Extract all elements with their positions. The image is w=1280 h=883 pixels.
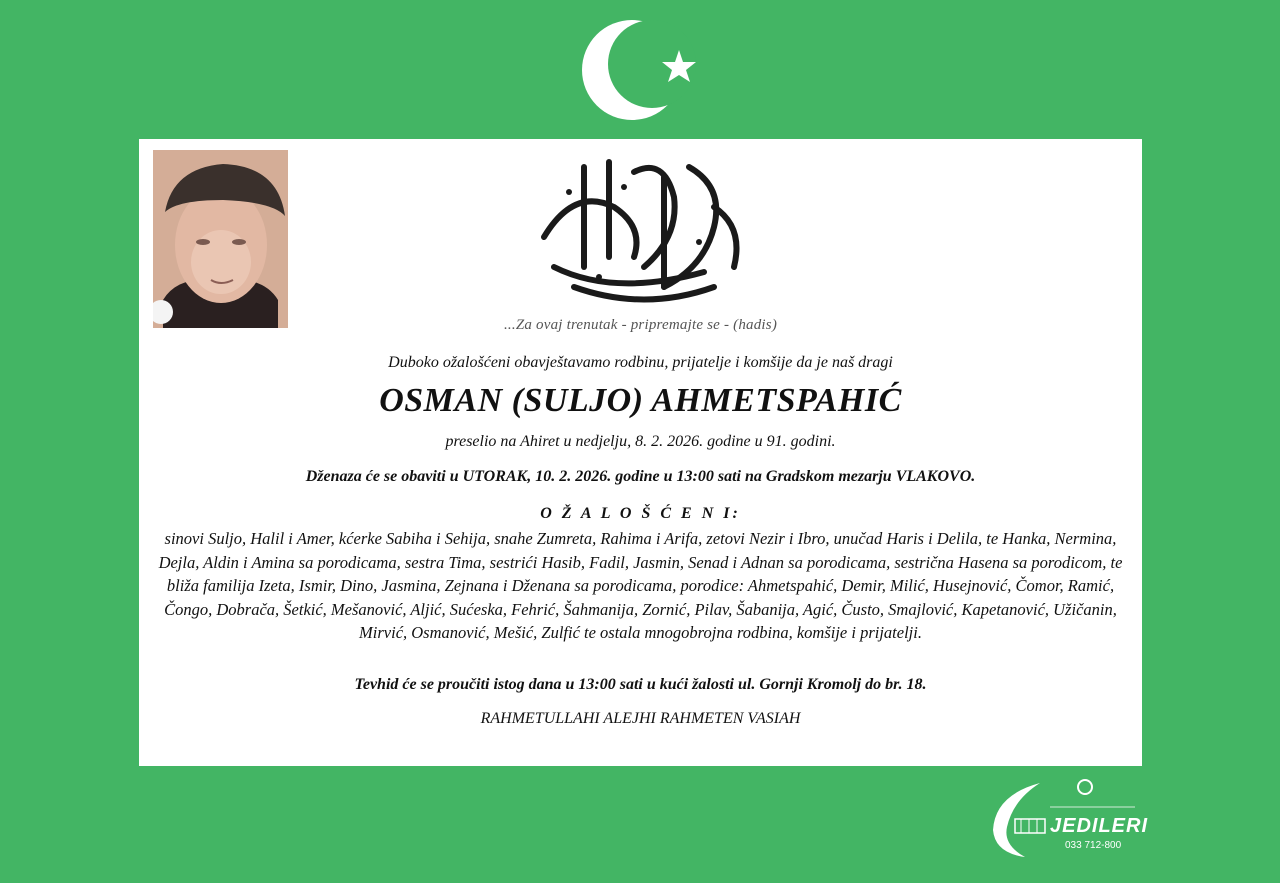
crescent-star-icon: [580, 12, 700, 132]
logo-phone: 033 712-800: [1065, 840, 1122, 851]
intro-text: Duboko ožalošćeni obavještavamo rodbinu, prijatelje i komšije da je naš dragi: [388, 354, 893, 371]
deceased-name: OSMAN (SULJO) AHMETSPAHIĆ: [379, 382, 902, 419]
closing-prayer: RAHMETULLAHI ALEJHI RAHMETEN VASIAH: [480, 710, 801, 727]
tevhid-info: Tevhid će se proučiti istog dana u 13:00 sati u kući žalosti ul. Gornji Kromolj do br. 18.: [354, 676, 927, 693]
funeral-info: Dženaza će se obaviti u UTORAK, 10. 2. 2026. godine u 13:00 sati na Gradskom mezarju VLAKOVO.: [305, 468, 976, 485]
portrait-photo: [153, 150, 288, 328]
obituary-card: [139, 139, 1142, 766]
hadis-quote: ...Za ovaj trenutak - pripremajte se - (hadis): [503, 317, 778, 333]
passing-date-text: preselio na Ahiret u nedjelju, 8. 2. 2026. godine u 91. godini.: [445, 433, 836, 450]
arabic-calligraphy: [514, 147, 764, 317]
logo-name: JEDILERI: [1050, 815, 1149, 837]
mourners-heading: O Ž A L O Š Ć E N I:: [540, 505, 741, 522]
mourners-list: sinovi Suljo, Halil i Amer, kćerke Sabiha i Sehija, snahe Zumreta, Rahima i Arifa, zetovi Nezir i Ibro, unučad Haris i Delila, te Hanka, Nermina, Dejla, Aldin i Amina sa porodicama, sestra Tima, sestrići Hasib, Fadil, Jasmin, Senad i Adnan sa porodicama, sestrična Hasena sa porodicom, te bliža familija Izeta, Ismir, Dino, Jasmina, Zejnana i Dženana sa porodicama, porodice: Ahmetspahić, Demir, Milić, Husejnović, Čomor, Ramić, Čongo, Dobrača, Šetkić, Mešanović, Aljić, Sućeska, Fehrić, Šahmanija, Zornić, Pilav, Šabanija, Agić, Čusto, Smajlović, Kapetanović, Užičanin, Mirvić, Osmanović, Mešić, Zulfić te ostala mnogobrojna rodbina, komšije i prijatelji.: [158, 529, 1123, 642]
